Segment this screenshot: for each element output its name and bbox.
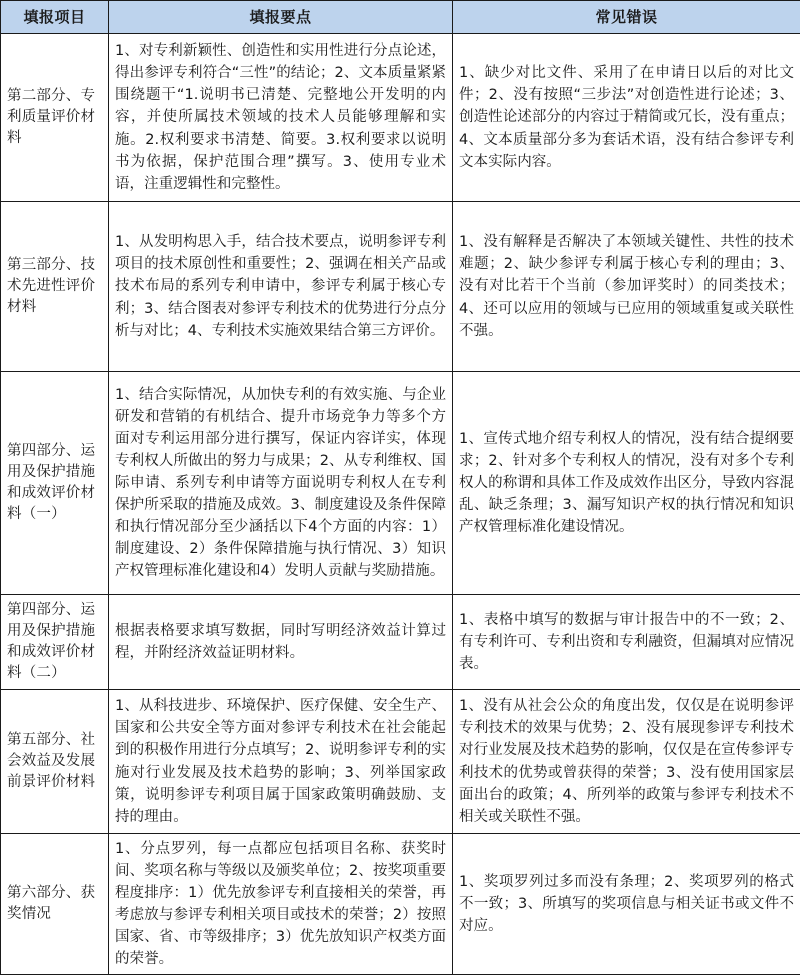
column-header-points: 填报要点: [109, 1, 453, 34]
row-points-text: 根据表格要求填写数据，同时写明经济效益计算过程，并附经济效益证明材料。: [109, 595, 453, 690]
row-item-label: 第二部分、专利质量评价材料: [1, 34, 109, 202]
row-errors-text: 1、缺少对比文件、采用了在申请日以后的对比文件；2、没有按照“三步法”对创造性进行论述；3、创造性论述部分的内容过于精简或冗长，没有重点；4、文本质量部分多为套话术语，没有结合参评专利文本实际内容。: [453, 34, 800, 202]
table-row: [1, 202, 800, 372]
row-errors-text: 1、表格中填写的数据与审计报告中的不一致；2、有专利许可、专利出资和专利融资，但漏填对应情况表。: [453, 595, 800, 690]
row-errors-text: 1、没有解释是否解决了本领域关键性、共性的技术难题；2、缺少参评专利属于核心专利的理由；3、没有对比若干个当前（参加评奖时）的同类技术；4、还可以应用的领域与已应用的领域重复或关联性不强。: [453, 202, 800, 372]
row-errors-text: 1、没有从社会公众的角度出发，仅仅是在说明参评专利技术的效果与优势；2、没有展现参评专利技术对行业发展及技术趋势的影响，仅仅是在宣传参评专利技术的优势或曾获得的荣誉；3、没有使用国家层面出台的政策；4、所列举的政策与参评专利技术不相关或关联性不强。: [453, 690, 800, 834]
table-header: [1, 1, 800, 34]
row-item-label: 第六部分、获奖情况: [1, 834, 109, 975]
table-row: [1, 372, 800, 595]
row-item-label: 第五部分、社会效益及发展前景评价材料: [1, 690, 109, 834]
column-header-item: 填报项目: [1, 1, 109, 34]
row-item-label: 第三部分、技术先进性评价材料: [1, 202, 109, 372]
row-item-label: 第四部分、运用及保护措施和成效评价材料（一）: [1, 372, 109, 595]
table-row: [1, 595, 800, 690]
row-errors-text: 1、宣传式地介绍专利权人的情况，没有结合提纲要求；2、针对多个专利权人的情况，没有对多个专利权人的称谓和具体工作及成效作出区分，导致内容混乱、缺乏条理；3、漏写知识产权的执行情况和知识产权管理标准化建设情况。: [453, 372, 800, 595]
row-errors-text: 1、奖项罗列过多而没有条理；2、奖项罗列的格式不一致；3、所填写的奖项信息与相关证书或文件不对应。: [453, 834, 800, 975]
row-item-label: 第四部分、运用及保护措施和成效评价材料（二）: [1, 595, 109, 690]
table-row: [1, 34, 800, 202]
row-points-text: 1、结合实际情况，从加快专利的有效实施、与企业研发和营销的有机结合、提升市场竞争力等多个方面对专利运用部分进行撰写，保证内容详实，体现专利权人所做出的努力与成果；2、从专利维权、国际申请、系列专利申请等方面说明专利权人在专利保护所采取的措施及成效。3、制度建设及条件保障和执行情况部分至少涵括以下4个方面的内容：1）制度建设、2）条件保障措施与执行情况、3）知识产权管理标准化建设和4）发明人贡献与奖励措施。: [109, 372, 453, 595]
table-body: [1, 34, 800, 975]
row-points-text: 1、从发明构思入手，结合技术要点，说明参评专利项目的技术原创性和重要性；2、强调在相关产品或技术布局的系列专利申请中，参评专利属于核心专利；3、结合图表对参评专利技术的优势进行分点分析与对比；4、专利技术实施效果结合第三方评价。: [109, 202, 453, 372]
table-row: [1, 834, 800, 975]
row-points-text: 1、对专利新颖性、创造性和实用性进行分点论述，得出参评专利符合“三性”的结论；2、文本质量紧紧围绕题干“1.说明书已清楚、完整地公开发明的内容，并使所属技术领域的技术人员能够理解和实施。2.权利要求书清楚、简要。3.权利要求以说明书为依据，保护范围合理”撰写。3、使用专业术语，注重逻辑性和完整性。: [109, 34, 453, 202]
row-points-text: 1、从科技进步、环境保护、医疗保健、安全生产、国家和公共安全等方面对参评专利技术在社会能起到的积极作用进行分点填写；2、说明参评专利的实施对行业发展及技术趋势的影响；3、列举国家政策，说明参评专利项目属于国家政策明确鼓励、支持的理由。: [109, 690, 453, 834]
table-header-row: [1, 1, 800, 34]
table-row: [1, 690, 800, 834]
column-header-errors: 常见错误: [453, 1, 800, 34]
row-points-text: 1、分点罗列，每一点都应包括项目名称、获奖时间、奖项名称与等级以及颁奖单位；2、按奖项重要程度排序：1）优先放参评专利直接相关的荣誉，再考虑放与参评专利相关项目或技术的荣誉；2）按照国家、省、市等级排序；3）优先放知识产权类方面的荣誉。: [109, 834, 453, 975]
